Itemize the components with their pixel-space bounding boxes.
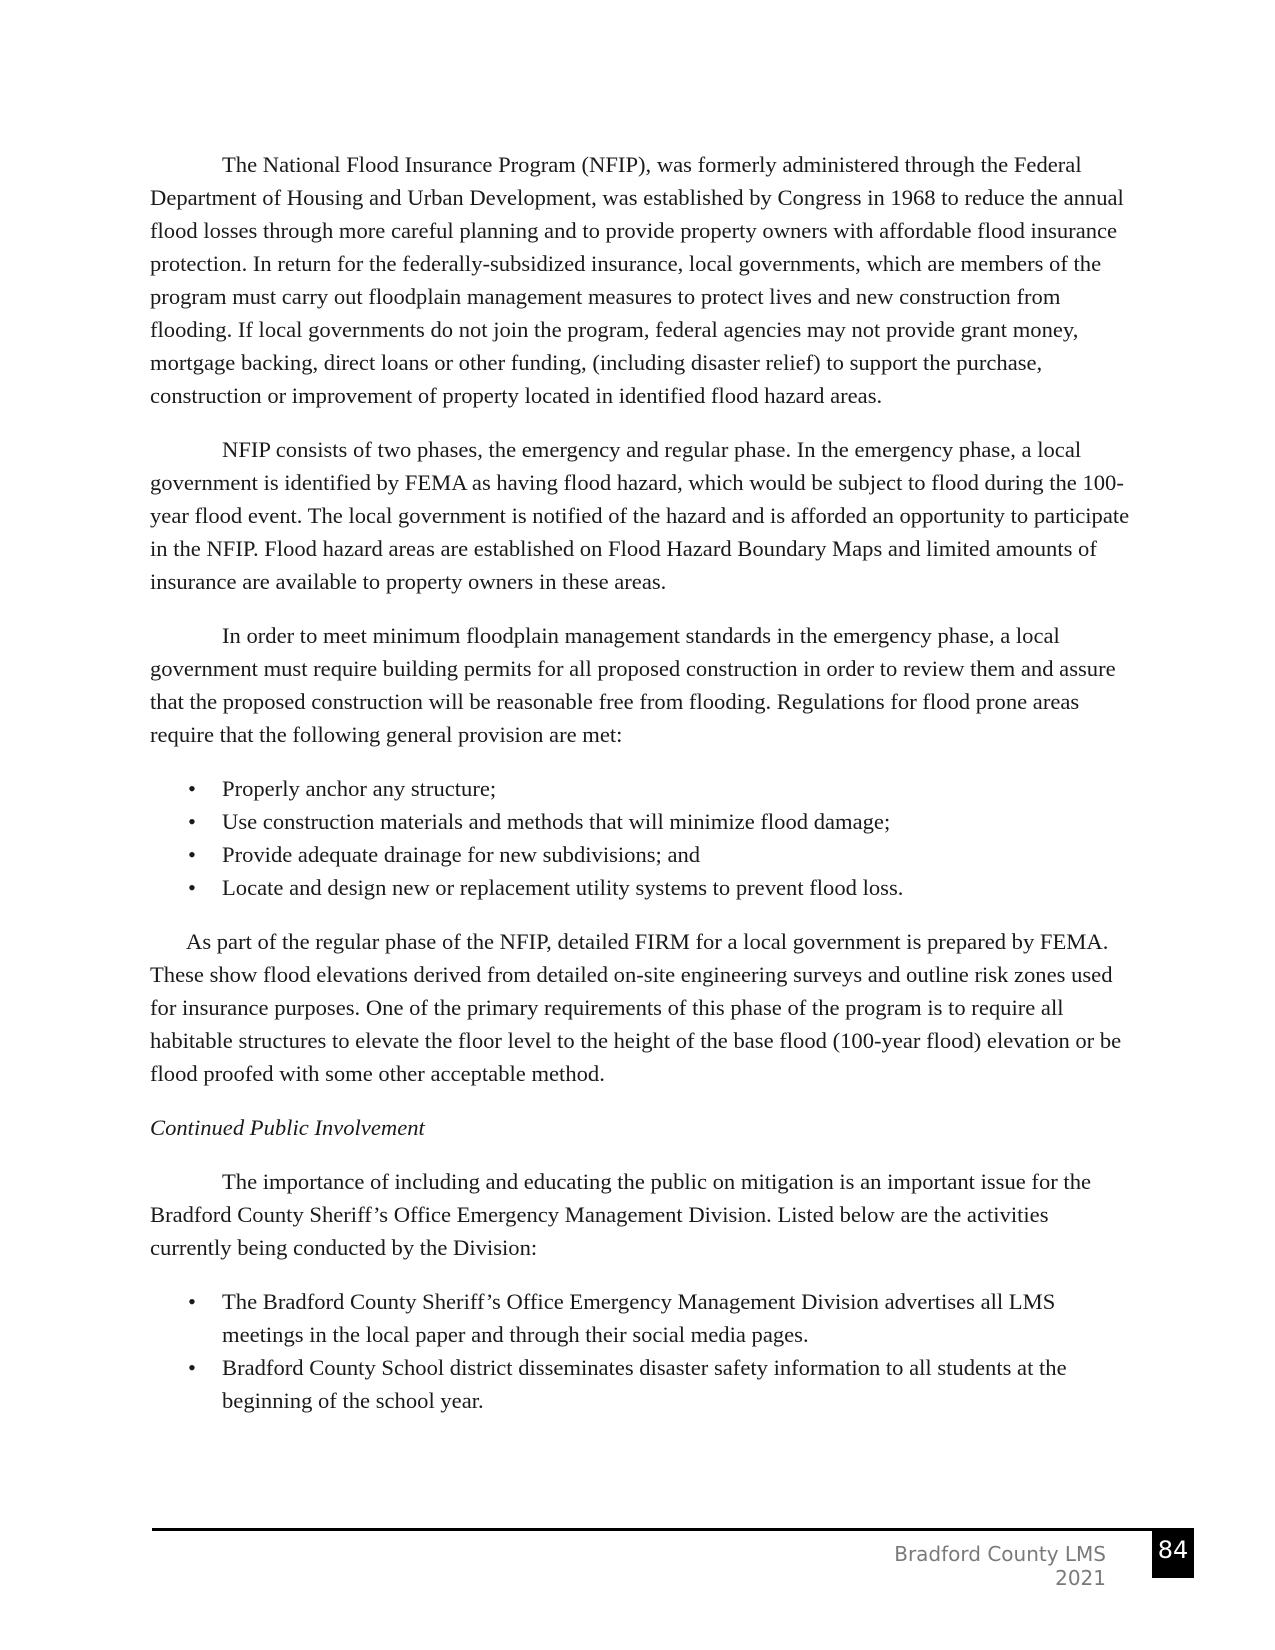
bullet-icon: • bbox=[188, 1355, 196, 1380]
list-item: • Locate and design new or replacement utility systems to prevent flood loss. bbox=[150, 871, 1130, 904]
bullet-icon: • bbox=[188, 875, 196, 900]
bullet-icon: • bbox=[188, 1289, 196, 1314]
list-item: • Properly anchor any structure; bbox=[150, 772, 1130, 805]
footer-label: Bradford County LMS 2021 bbox=[894, 1542, 1106, 1590]
paragraph-emergency-standards: In order to meet minimum floodplain management standards in the emergency phase, a local government must require building permits for all proposed construction in order to review them and assure that the proposed construction will be reasonable free from flooding. Regulations for flood prone areas require that the following general provision are met: bbox=[150, 623, 1116, 747]
activities-list bbox=[150, 1285, 1130, 1417]
page-body bbox=[150, 148, 1130, 1438]
provisions-list bbox=[150, 772, 1130, 904]
bullet-icon: • bbox=[188, 842, 196, 867]
bullet-icon: • bbox=[188, 776, 196, 801]
paragraph-regular-phase: As part of the regular phase of the NFIP, detailed FIRM for a local government is prepared by FEMA. These show flood elevations derived from detailed on-site engineering surveys and outline risk zones used for insurance purposes. One of the primary requirements of this phase of the program is to require all habitable structures to elevate the floor level to the height of the base flood (100-year flood) elevation or be flood proofed with some other acceptable method. bbox=[150, 929, 1122, 1086]
paragraph-public-involvement: The importance of including and educating the public on mitigation is an important issue for the Bradford County Sheriff’s Office Emergency Management Division. Listed below are the activities currently being conducted by the Division: bbox=[150, 1169, 1092, 1260]
list-item: • Bradford County School district disseminates disaster safety information to all students at the beginning of the school year. bbox=[150, 1351, 1130, 1417]
page-number: 84 bbox=[1157, 1536, 1189, 1564]
list-item: • The Bradford County Sheriff’s Office Emergency Management Division advertises all LMS meetings in the local paper and through their social media pages. bbox=[150, 1285, 1130, 1351]
bullet-icon: • bbox=[188, 809, 196, 834]
list-item: • Use construction materials and methods that will minimize flood damage; bbox=[150, 805, 1130, 838]
section-heading: Continued Public Involvement bbox=[150, 1115, 425, 1140]
list-item: • Provide adequate drainage for new subdivisions; and bbox=[150, 838, 1130, 871]
paragraph-nfip-phases: NFIP consists of two phases, the emergency and regular phase. In the emergency phase, a local government is identified by FEMA as having flood hazard, which would be subject to flood during the 100-year flood event. The local government is notified of the hazard and is afforded an opportunity to participate in the NFIP. Flood hazard areas are established on Flood Hazard Boundary Maps and limited amounts of insurance are available to property owners in these areas. bbox=[150, 437, 1130, 594]
footer-rule bbox=[152, 1528, 1152, 1531]
paragraph-nfip-intro: The National Flood Insurance Program (NFIP), was formerly administered through the Federal Department of Housing and Urban Development, was established by Congress in 1968 to reduce the annual flood losses through more careful planning and to provide property owners with affordable flood insurance protection. In return for the federally-subsidized insurance, local governments, which are members of the program must carry out floodplain management measures to protect lives and new construction from flooding. If local governments do not join the program, federal agencies may not provide grant money, mortgage backing, direct loans or other funding, (including disaster relief) to support the purchase, construction or improvement of property located in identified flood hazard areas. bbox=[150, 152, 1124, 408]
